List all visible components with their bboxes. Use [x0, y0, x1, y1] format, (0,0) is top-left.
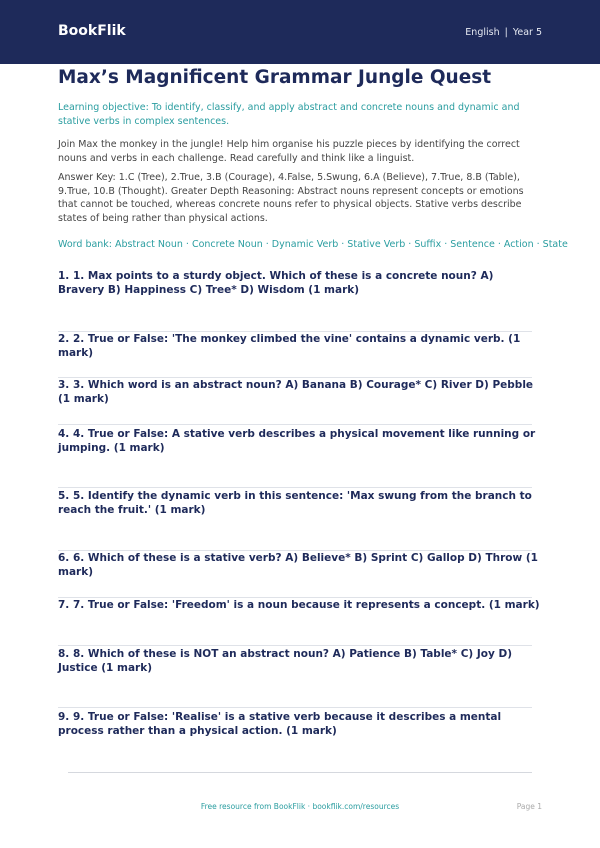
- footer-credit[interactable]: Free resource from BookFlik · bookflik.com/resources: [200, 802, 400, 811]
- learning-objective: Learning objective: To identify, classify, and apply abstract and concrete nouns and dynamic and stative verbs in complex sentences.: [58, 102, 520, 127]
- page-header: [0, 0, 600, 64]
- question-4: 4. 4. True or False: A stative verb describes a physical movement like running or jumping. (1 mark): [58, 428, 536, 454]
- page-title: Max’s Magnificent Grammar Jungle Quest: [58, 67, 492, 88]
- answer-line: [58, 487, 532, 488]
- brand-logo[interactable]: BookFlik: [58, 23, 126, 39]
- question-9: 9. 9. True or False: 'Realise' is a stative verb because it describes a mental process rather than a physical action. (1 mark): [58, 711, 502, 737]
- answer-line: [58, 424, 532, 425]
- question-1: 1. 1. Max points to a sturdy object. Which of these is a concrete noun? A) Bravery B) Happiness C) Tree* D) Wisdom (1 mark): [58, 270, 494, 296]
- answer-line: [58, 707, 532, 708]
- intro-text: Join Max the monkey in the jungle! Help him organise his puzzle pieces by identifying the correct nouns and verbs in each challenge. Read carefully and think like a linguist.: [58, 139, 520, 164]
- footer-divider: [68, 772, 532, 773]
- answer-line: [58, 645, 532, 646]
- question-6: 6. 6. Which of these is a stative verb? A) Believe* B) Sprint C) Gallop D) Throw (1 mark): [58, 552, 538, 578]
- question-7: 7. 7. True or False: 'Freedom' is a noun because it represents a concept. (1 mark): [58, 599, 540, 611]
- question-5: 5. 5. Identify the dynamic verb in this sentence: 'Max swung from the branch to reach the fruit.' (1 mark): [58, 490, 532, 516]
- word-bank: Word bank: Abstract Noun · Concrete Noun · Dynamic Verb · Stative Verb · Suffix · Sentence · Action · State: [58, 239, 568, 250]
- question-2: 2. 2. True or False: 'The monkey climbed the vine' contains a dynamic verb. (1 mark): [58, 333, 521, 359]
- meta-separator: |: [504, 27, 508, 38]
- subject-label: English: [465, 27, 500, 38]
- header-meta: [465, 27, 542, 38]
- question-3: 3. 3. Which word is an abstract noun? A) Banana B) Courage* C) River D) Pebble (1 mark): [58, 379, 534, 405]
- answer-key: Answer Key: 1.C (Tree), 2.True, 3.B (Courage), 4.False, 5.Swung, 6.A (Believe), 7.True, 8.B (Table), 9.True, 10.B (Thought). Greater Depth Reasoning: Abstract nouns represent concepts or emotions that cannot be touched, whereas concrete nouns refer to physical objects. Stative verbs describe states of being rather than physical actions.: [58, 172, 524, 224]
- year-label: Year 5: [512, 27, 542, 38]
- question-8: 8. 8. Which of these is NOT an abstract noun? A) Patience B) Table* C) Joy D) Justice (1 mark): [58, 648, 512, 674]
- page-number: Page 1: [516, 802, 542, 811]
